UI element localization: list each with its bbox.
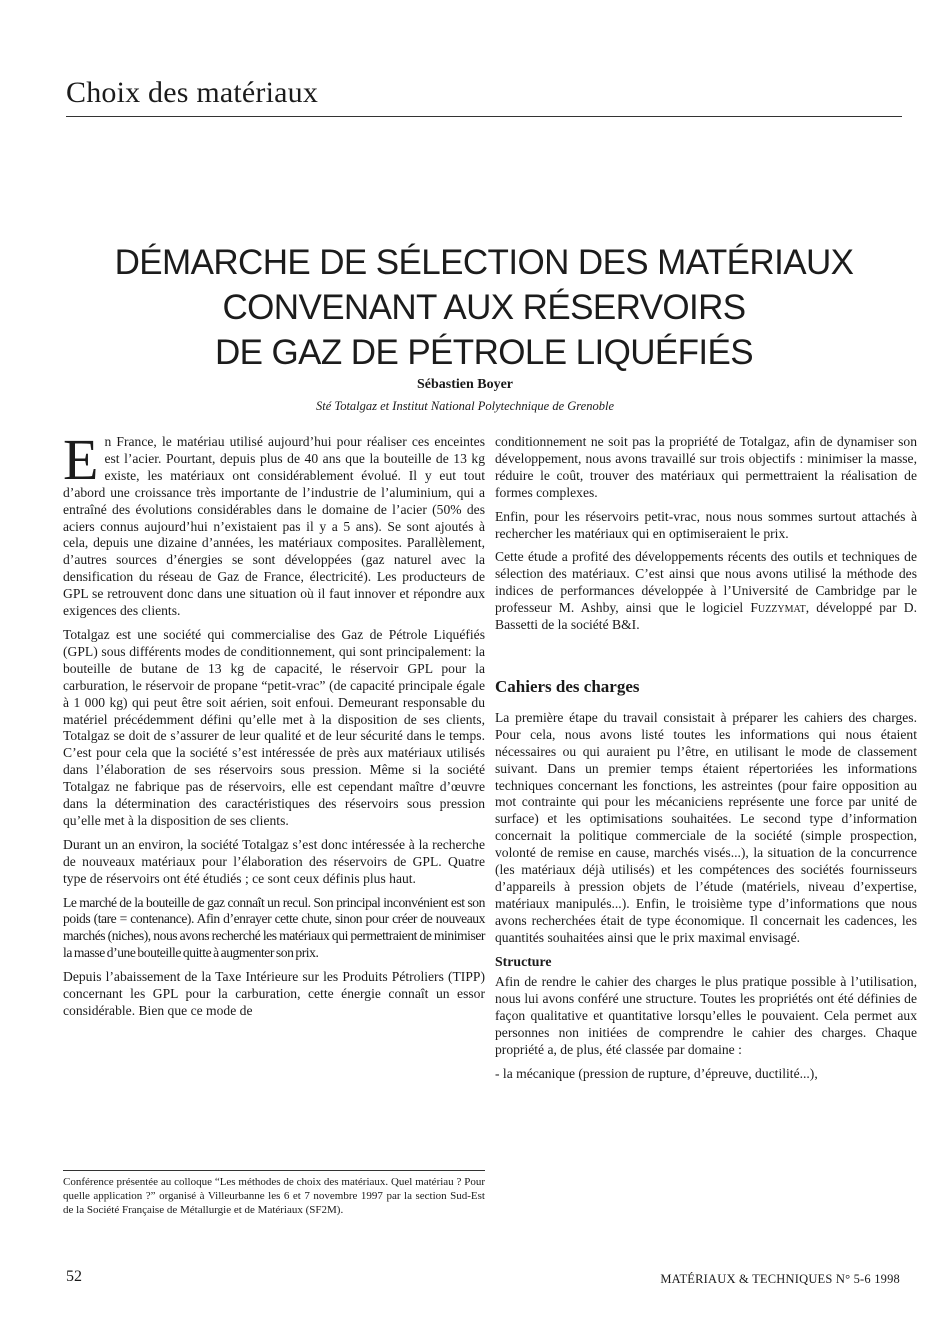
paragraph: conditionnement ne soit pas la propriété de Totalgaz, afin de dynamiser son développement, nous avons travaillé sur trois objectifs : minimiser la masse, réduire le coût, trouver des matériaux qui permettraient la réalisation de formes complexes. [495, 434, 917, 500]
paragraph [495, 549, 917, 634]
section-header: Choix des matériaux [66, 76, 319, 109]
spacer [495, 641, 917, 665]
left-column [63, 427, 485, 1027]
software-name: Fuzzymat [750, 600, 806, 616]
journal-reference: MATÉRIAUX & TECHNIQUES N° 5-6 1998 [660, 1272, 900, 1286]
paragraph-text: Cette étude a profité des développements récents des outils et techniques de sélection des matériaux. C’est ainsi que nous avons utilisé la méthode des indices de performances développée à l’Université de Cambridge par le professeur M. Ashby, ainsi que le logiciel [495, 549, 917, 616]
right-column [495, 434, 917, 1090]
title-line: CONVENANT AUX RÉSERVOIRS [222, 288, 746, 327]
paragraph: Durant un an environ, la société Totalgaz s’est donc intéressée à la recherche de nouveaux matériaux pour l’élaboration des réservoirs de GPL. Quatre type de réservoirs ont été étudiés ; ce sont ceux définis plus haut. [63, 836, 485, 886]
header-rule [66, 116, 902, 117]
paragraph: Enfin, pour les réservoirs petit-vrac, nous nous sommes surtout attachés à rechercher les matériaux qui en optimiseraient le prix. [495, 508, 917, 541]
author-name: Sébastien Boyer [416, 377, 514, 392]
author-affiliation: Sté Totalgaz et Institut National Polytechnique de Grenoble [316, 399, 614, 413]
paragraph: Le marché de la bouteille de gaz connaît un recul. Son principal inconvénient est son poids (tare = contenance). Afin d’enrayer cette chute, sinon pour créer de nouveaux marchés (niches), nous avons recherché les matériaux qui permettraient de minimiser la masse d’une bouteille quitte à augmenter son prix. [63, 894, 485, 961]
article-title [66, 240, 902, 375]
paragraph: Totalgaz est une société qui commercialise des Gaz de Pétrole Liquéfiés (GPL) sous différents modes de conditionnement, qui sont principalement: la bouteille de butane de 13 kg de capacité, le réservoir GPL pour la carburation, le réservoir de propane “petit-vrac” (de capacité principale égale à 1 000 kg) qui peut être soit aérien, soit enfoui. Demeurant responsable du matériel précédemment défini qu’elle met à la disposition de ses clients, Totalgaz se doit de s’assurer de leur qualité et de leur sécurité dans le temps. C’est pour cela que la société s’est intéressée de près aux matériaux utilisés dans l’élaboration de ses réservoirs sous pression. Même si la société Totalgaz ne fabrique pas de réservoirs, elle est cependant maître d’œuvre dans la détermination des caractéristiques des réservoirs sous pression qu’elle met à la disposition de ses clients. [63, 626, 485, 828]
subsection-heading: Structure [495, 953, 552, 969]
paragraph [63, 427, 485, 620]
list-item: - la mécanique (pression de rupture, d’épreuve, ductilité...), [495, 1066, 818, 1081]
paragraph: Afin de rendre le cahier des charges le plus pratique possible à l’utilisation, nous lui avons conféré une structure. Toutes les propriétés ont été définies de façon qualitative et quantitative lorsqu’elles le pouvaient. Cela permet aux personnes non initiées de comprendre le cahier des charges. Chaque propriété a, de plus, été classée par domaine : [495, 974, 917, 1058]
page-number: 52 [66, 1268, 82, 1285]
paragraph: La première étape du travail consistait à préparer les cahiers des charges. Pour cela, nous avons listé toutes les informations qui nous étaient nécessaires ou qui auraient pu l’être, en utilisant le mode de classement suivant. Dans un premier temps étaient répertoriées les informations techniques concernant les fonctions, les astreintes (pour faire opposition au mot contrainte qui pour les mécaniciens représente une force par unité de surface) et les optimisations souhaitées. Le second type d’information concernait la politique commerciale de la société (simple prospection, volonté de remise en cause, marchés visés...), la situation de la concurrence (les matériaux déjà utilisés) et les compétences des sociétés fournisseurs d’appareils à pression objets de l’étude (matériels, niveau d’expertise, matériaux manipulés...). Enfin, le troisième type d’informations que nous avons recherchées était de type économique. Il concernait les cadences, les quantités souhaitées ainsi que le prix maximal envisagé. [495, 709, 917, 945]
drop-cap: E [63, 427, 99, 492]
paragraph-text: n France, le matériau utilisé aujourd’hui pour réaliser ces enceintes est l’acier. Pourtant, depuis plus de 40 ans que la bouteille de 13 kg existe, les matériaux ont considérablement évolué. Il y eut tout d’abord une croissance très importante de l’industrie de l’aluminium, qui a entraîné des évolutions considérables dans le domaine de l’acier (50% des aciers connus aujourd’hui n’existaient pas il y a 5 ans). Se sont ajoutés à cela, depuis une dizaine d’années, les matériaux composites. Parallèlement, d’autres sources d’énergies se sont développées (gaz naturel avec la densification du réseau de Gaz de France, électricité). Les producteurs de GPL se retrouvent donc dans une situation où il faut innover et répondre aux exigences des clients. [63, 434, 485, 619]
paragraph: Depuis l’abaissement de la Taxe Intérieure sur les Produits Pétroliers (TIPP) concernant les GPL pour la carburation, cette énergie connaît un essor considérable. Bien que ce mode de [63, 969, 485, 1018]
footnote: Conférence présentée au colloque “Les méthodes de choix des matériaux. Quel matériau ? Pour quelle application ?” organisé à Villeurbanne les 6 et 7 novembre 1997 par la section Sud-Est de la Société Française de Métallurgie et de Matériaux (SF2M). [63, 1176, 485, 1216]
title-line: DÉMARCHE DE SÉLECTION DES MATÉRIAUX [114, 243, 854, 282]
title-line: DE GAZ DE PÉTROLE LIQUÉFIÉS [214, 333, 754, 372]
section-heading: Cahiers des charges [495, 676, 640, 696]
footnote-rule [63, 1170, 485, 1171]
paragraph-text: , développé par D. Bassetti de la société B&I. [495, 600, 917, 633]
